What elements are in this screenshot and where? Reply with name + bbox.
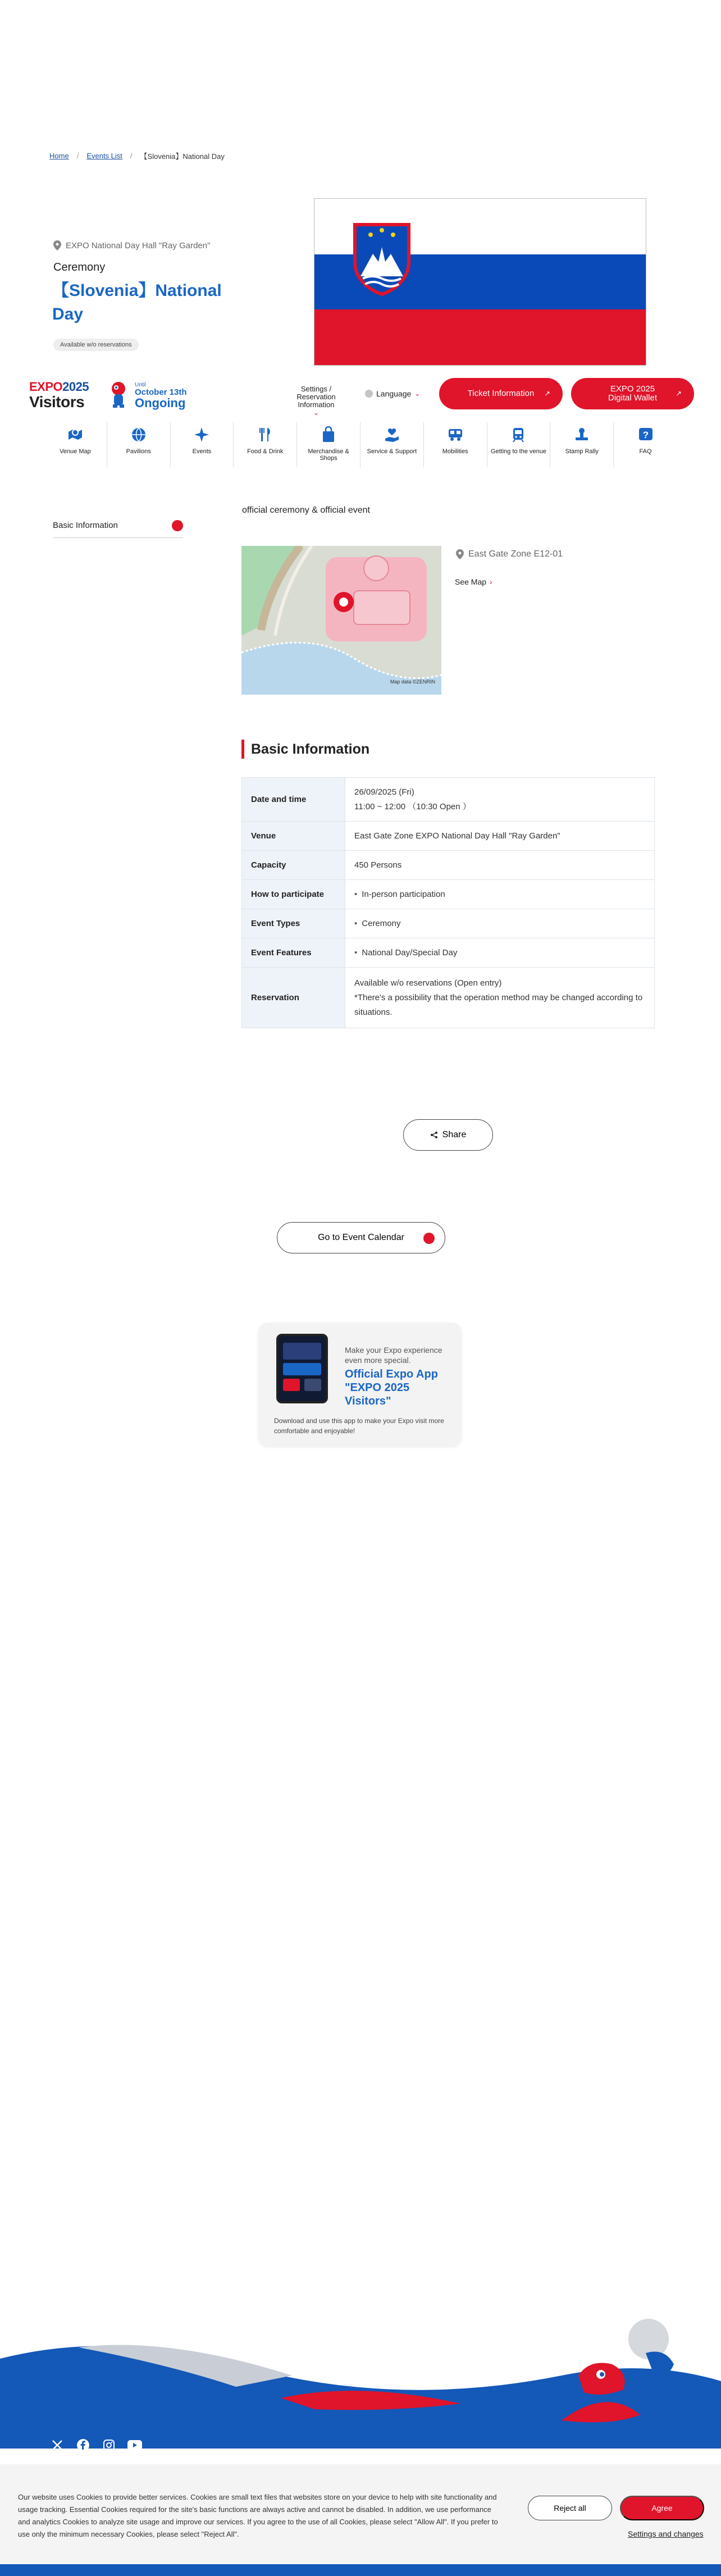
language-label: Language — [376, 389, 412, 398]
language-button[interactable] — [365, 389, 420, 398]
vehicle-icon — [446, 426, 464, 444]
cookie-banner — [0, 2464, 721, 2564]
row-value — [345, 938, 655, 968]
table-row — [242, 822, 655, 851]
stamp-icon — [573, 426, 591, 444]
settings-reservation-button[interactable] — [291, 385, 341, 417]
reservation-value: Available w/o reservations (Open entry) — [354, 978, 502, 988]
footer-wave-illustration — [0, 2314, 721, 2449]
event-calendar-button[interactable] — [277, 1222, 445, 1253]
row-label: Venue — [242, 822, 345, 851]
map-credit: Map data ©ZENRIN — [390, 679, 435, 685]
logo-expo-text: EXPO — [29, 380, 63, 394]
svg-text:?: ? — [642, 430, 649, 440]
logo-year-text: 2025 — [62, 380, 89, 394]
external-link-icon: ↗ — [544, 389, 550, 398]
map-location — [456, 549, 563, 559]
nav-label: Stamp Rally — [565, 448, 599, 455]
facebook-icon[interactable] — [75, 2437, 91, 2453]
youtube-icon[interactable] — [127, 2437, 143, 2453]
agree-button[interactable]: Agree — [620, 2496, 704, 2520]
chevron-down-icon: ⌄ — [313, 409, 320, 417]
chevron-right-icon: › — [490, 577, 492, 586]
see-map-label: See Map — [455, 577, 487, 586]
table-row — [242, 851, 655, 880]
row-value: East Gate Zone EXPO National Day Hall "Ray Garden" — [345, 822, 655, 851]
nav-item-pavilions[interactable] — [107, 422, 171, 467]
basic-info-heading: Basic Information — [241, 740, 369, 759]
social-links — [49, 2437, 143, 2453]
instagram-icon[interactable] — [101, 2437, 117, 2453]
date-value: 26/09/2025 (Fri) — [354, 787, 414, 797]
share-icon — [430, 1131, 438, 1139]
phone-app-image — [276, 1334, 328, 1403]
event-type: Ceremony — [53, 261, 106, 273]
breadcrumb-separator: / — [130, 152, 133, 160]
row-value — [345, 880, 655, 909]
table-row — [242, 938, 655, 968]
basic-info-table — [241, 777, 655, 1028]
row-label: Capacity — [242, 851, 345, 880]
row-value: 450 Persons — [345, 851, 655, 880]
row-label: Event Features — [242, 938, 345, 968]
row-value — [345, 968, 655, 1028]
row-label: Event Types — [242, 909, 345, 938]
hero-venue-text: EXPO National Day Hall "Ray Garden" — [66, 240, 211, 250]
ticket-label: Ticket Information — [467, 389, 535, 398]
location-pin-icon — [456, 549, 464, 559]
nav-label: Food & Drink — [247, 448, 284, 455]
globe-icon — [365, 390, 373, 398]
nav-label: Events — [192, 448, 212, 455]
table-row — [242, 968, 655, 1028]
train-icon — [509, 426, 527, 444]
share-label: Share — [442, 1130, 467, 1139]
row-value — [345, 778, 655, 822]
breadcrumb — [49, 151, 225, 161]
nav-item-merchandise[interactable] — [297, 422, 360, 467]
cutlery-icon — [256, 426, 274, 444]
nav-label: FAQ — [639, 448, 652, 455]
ticket-information-button[interactable] — [439, 378, 563, 409]
breadcrumb-separator: / — [76, 152, 79, 160]
until-date: October 13th — [135, 387, 187, 397]
expo-status: Ongoing — [135, 396, 186, 410]
table-row — [242, 880, 655, 909]
row-label: Reservation — [242, 968, 345, 1028]
side-menu-label: Basic Information — [53, 521, 118, 530]
row-label: Date and time — [242, 778, 345, 822]
nav-item-stamp-rally[interactable] — [550, 422, 614, 467]
page-title: 【Slovenia】National Day — [52, 281, 222, 323]
nav-item-mobilities[interactable] — [424, 422, 487, 467]
row-value — [345, 909, 655, 938]
digital-wallet-button[interactable] — [571, 378, 694, 409]
location-pin-icon — [53, 240, 61, 250]
breadcrumb-home-link[interactable]: Home — [49, 152, 69, 160]
settings-label: Settings / Reservation Information — [296, 385, 336, 409]
calendar-label: Go to Event Calendar — [318, 1233, 404, 1242]
app-promo-card[interactable] — [258, 1323, 462, 1446]
external-link-icon: ↗ — [676, 389, 682, 398]
reservation-badge: Available w/o reservations — [53, 339, 139, 351]
nav-item-venue-map[interactable] — [44, 422, 107, 467]
nav-label: Pavilions — [126, 448, 151, 455]
venue-map-thumbnail[interactable] — [241, 546, 441, 695]
map-icon — [66, 426, 84, 444]
nav-item-events[interactable] — [171, 422, 234, 467]
nav-item-food-drink[interactable] — [234, 422, 297, 467]
coat-of-arms-icon — [353, 222, 411, 297]
bag-icon — [320, 426, 337, 444]
event-type-value: • Ceremony — [354, 919, 400, 928]
mascot-icon — [108, 381, 129, 408]
slovenia-flag-image — [314, 198, 646, 366]
nav-label: Merchandise & Shops — [308, 448, 349, 462]
nav-label: Venue Map — [60, 448, 91, 455]
event-feature-value: • National Day/Special Day — [354, 948, 457, 958]
hero-venue — [53, 240, 210, 250]
breadcrumb-current: 【Slovenia】National Day — [140, 152, 225, 161]
nav-item-service-support[interactable] — [360, 422, 424, 467]
share-button[interactable] — [403, 1119, 493, 1151]
see-map-link[interactable] — [455, 577, 492, 586]
arrow-down-icon — [172, 520, 183, 531]
breadcrumb-events-list-link[interactable]: Events List — [86, 152, 122, 160]
app-promo-subtitle: Make your Expo experience even more special. — [345, 1346, 442, 1365]
reject-all-button[interactable]: Reject all — [528, 2496, 612, 2520]
nav-label: Service & Support — [367, 448, 417, 455]
time-value: 11:00 ~ 12:00 （10:30 Open ） — [354, 801, 471, 811]
globe-icon — [130, 426, 148, 444]
app-promo-description: Download and use this app to make your Expo visit more comfortable and enjoyable! — [274, 1417, 444, 1435]
nav-item-faq[interactable] — [614, 422, 677, 467]
cookie-text: Our website uses Cookies to provide better services. Cookies are small text files that websites store on your device to help with site functionality and usage tracking. Essential Cookies required for the site's basic functions are always active and cannot be disabled. In addition, we use performance and analytics Cookies to analyze site usage and improve our services. If you agree to the use of all Cookies, please select "Allow All". If you prefer to use only the minimum necessary Cookies, please select "Reject All". — [18, 2493, 498, 2538]
chevron-down-icon: ⌄ — [414, 390, 421, 398]
side-menu-basic-information[interactable] — [53, 513, 183, 538]
until-label: Until — [135, 382, 147, 388]
event-lead-text: official ceremony & official event — [242, 505, 370, 515]
sparkle-icon — [193, 426, 211, 444]
logo-visitors-text: Visitors — [29, 393, 85, 411]
expo-logo[interactable] — [29, 380, 89, 394]
table-row — [242, 778, 655, 822]
table-row — [242, 909, 655, 938]
nav-label: Mobilities — [442, 448, 468, 455]
map-illustration — [241, 546, 441, 695]
nav-label: Getting to the venue — [490, 448, 546, 455]
arrow-right-icon — [423, 1233, 435, 1244]
reservation-note: *There's a possibility that the operation method may be changed according to situations. — [354, 992, 643, 1017]
nav-item-getting-to-venue[interactable] — [487, 422, 551, 467]
x-twitter-icon[interactable] — [49, 2437, 65, 2453]
row-label: How to participate — [242, 880, 345, 909]
footer-bottom-bar — [0, 2564, 721, 2576]
question-icon — [637, 426, 655, 444]
map-location-text: East Gate Zone E12-01 — [468, 549, 563, 559]
cookie-settings-link[interactable]: Settings and changes — [628, 2529, 704, 2538]
app-promo-title: Official Expo App "EXPO 2025 Visitors" — [345, 1368, 438, 1407]
wallet-label: EXPO 2025 Digital Wallet — [608, 384, 657, 403]
hand-heart-icon — [383, 426, 401, 444]
participate-value: • In-person participation — [354, 890, 445, 899]
main-nav — [44, 422, 677, 467]
